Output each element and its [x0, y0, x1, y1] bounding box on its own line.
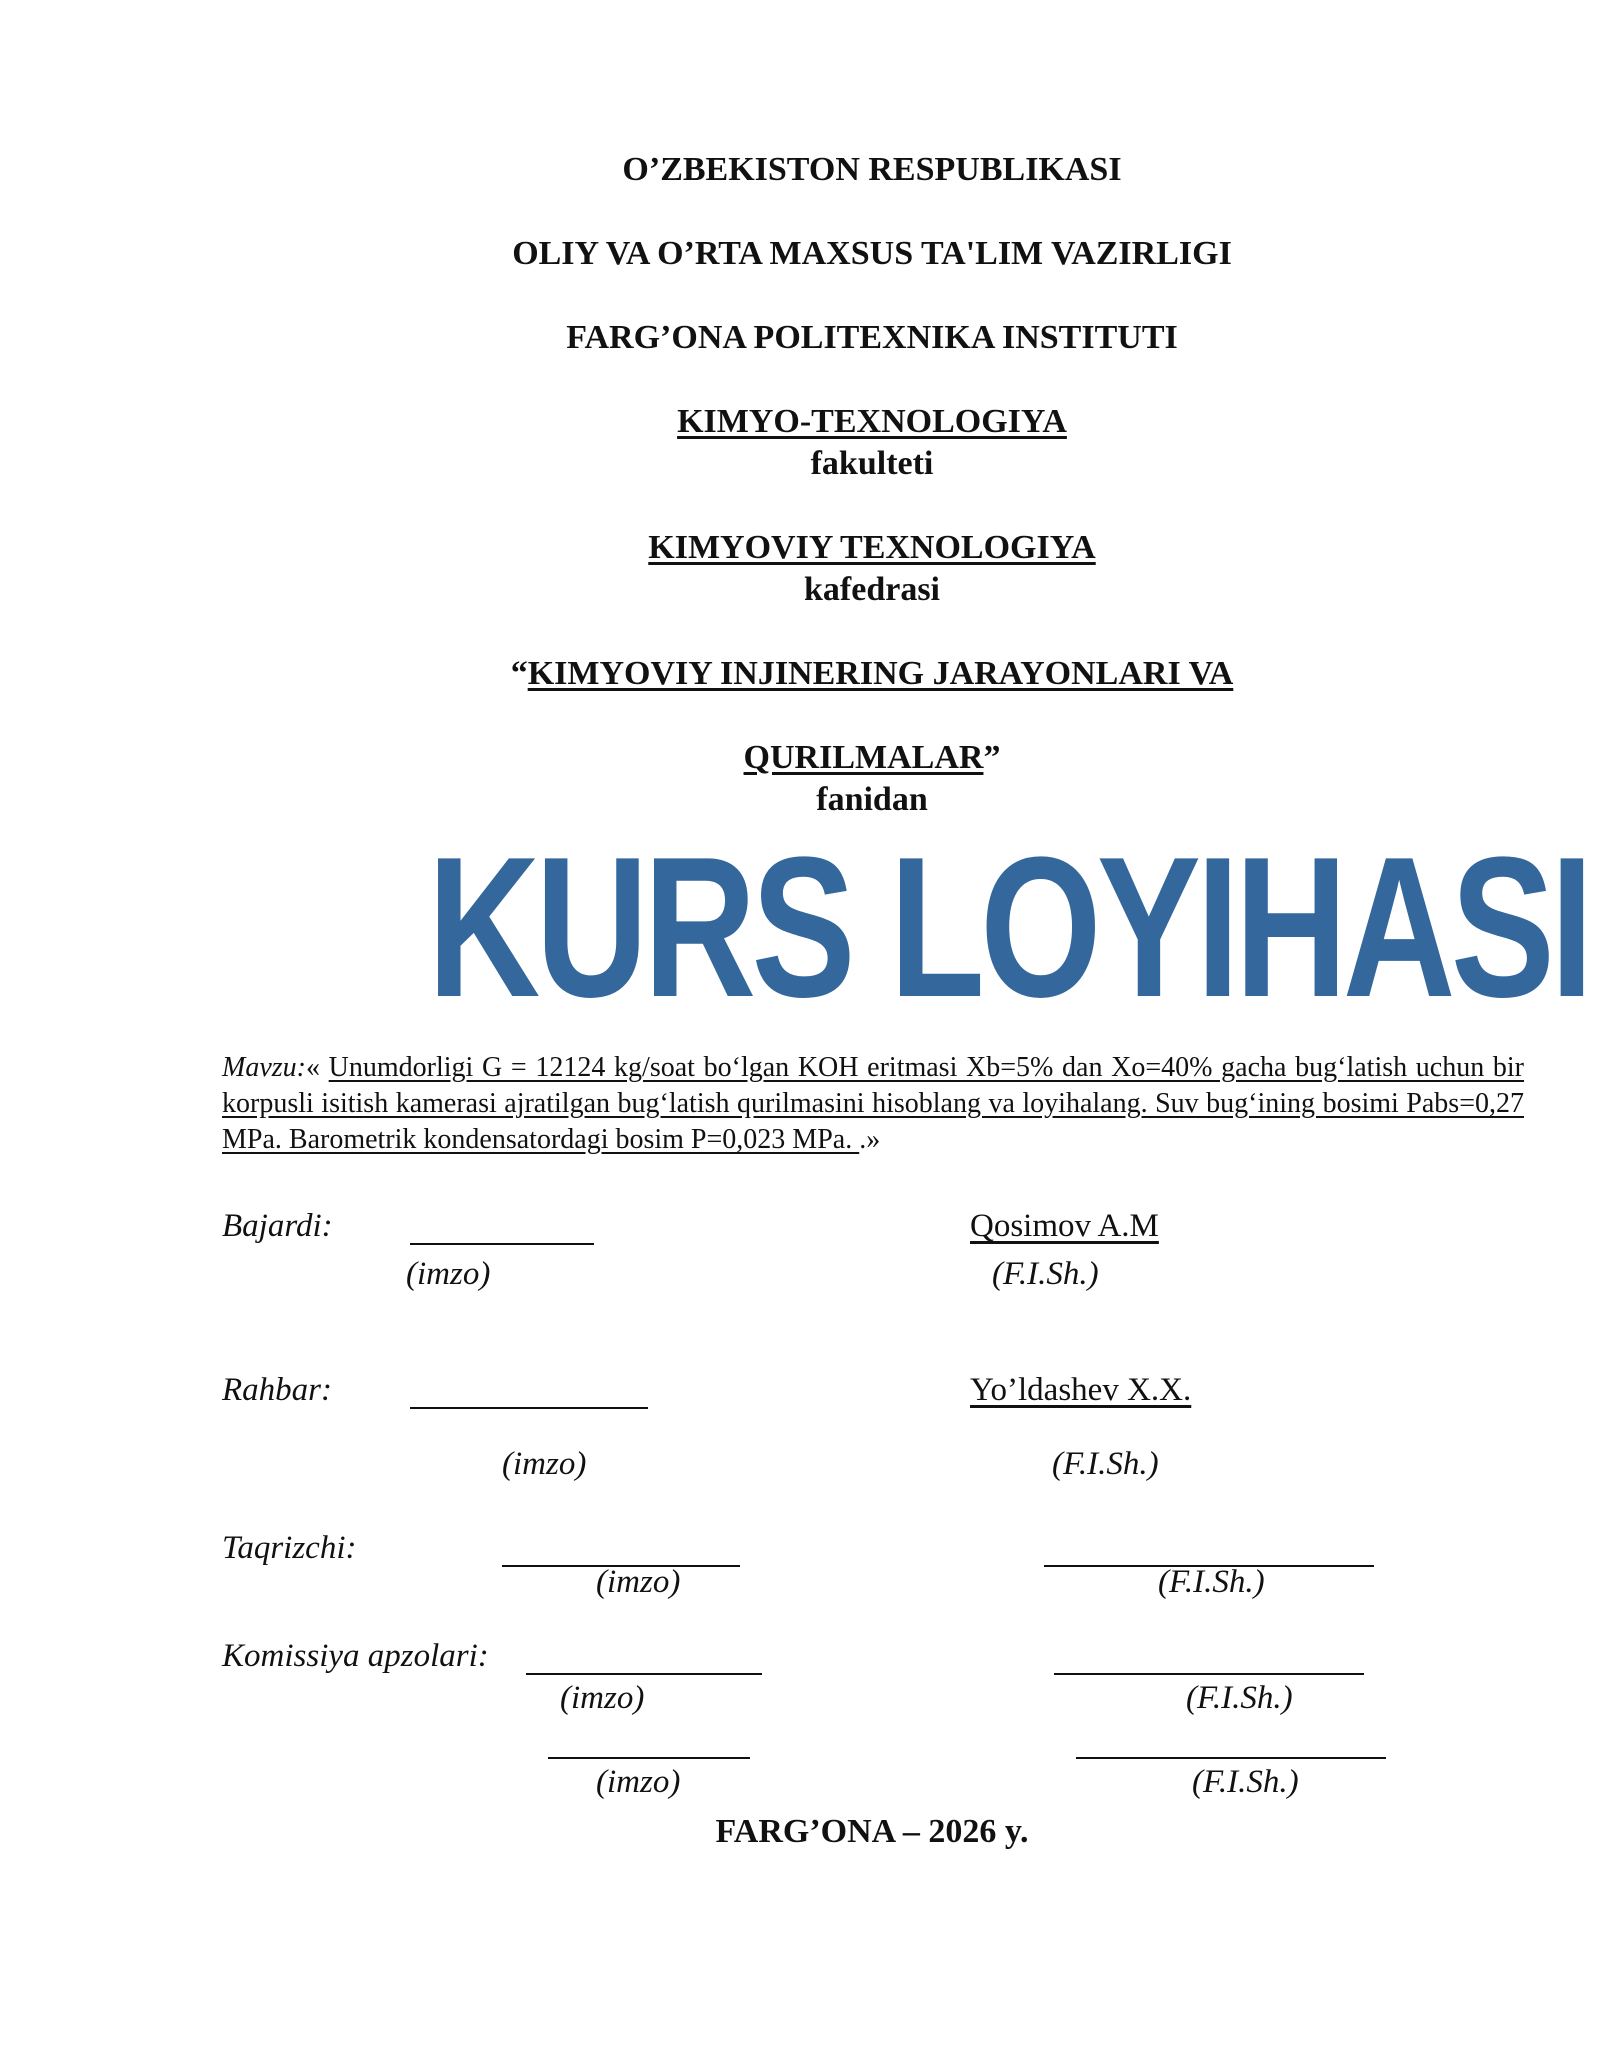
taqrizchi-imzo-caption: (imzo) [596, 1564, 681, 1600]
komissiya-signature-line-2 [548, 1757, 750, 1759]
rahbar-name: Yo’ldashev X.X. [970, 1372, 1192, 1408]
taqrizchi-fish-caption: (F.I.Sh.) [1158, 1564, 1265, 1600]
topic-paragraph [222, 1050, 1524, 1158]
komissiya-imzo-caption-1: (imzo) [560, 1680, 645, 1716]
city-year: FARG’ONA – 2026 y. [715, 1813, 1029, 1850]
department-name [0, 528, 1600, 568]
komissiya-fish-caption-1: (F.I.Sh.) [1186, 1680, 1293, 1716]
rahbar-fish-caption: (F.I.Sh.) [1052, 1446, 1159, 1482]
subject-line-1-text: KIMYOVIY INJINERING JARAYONLARI VA [527, 655, 1234, 692]
subject-suffix: fanidan [816, 781, 928, 818]
republic-heading: O’ZBEKISTON RESPUBLIKASI [622, 151, 1122, 188]
topic-label: Mavzu: [222, 1052, 306, 1083]
institute-heading: FARG’ONA POLITEXNIKA INSTITUTI [566, 319, 1178, 356]
topic-open-quote: « [305, 1052, 329, 1083]
faculty-suffix: fakulteti [810, 445, 934, 482]
subject-line-2 [0, 738, 1600, 778]
faculty-name-text: KIMYO-TEXNOLOGIYA [677, 403, 1067, 440]
rahbar-signature-line [410, 1407, 648, 1409]
department-suffix: kafedrasi [804, 571, 940, 608]
topic-text: Unumdorligi G = 12124 kg/soat bo‘lgan KOH eritmasi Xb=5% dan Xo=40% gacha bug‘latish uchun bir korpusli isitish kamerasi ajratilgan bug‘latish qurilmasini hisoblang va loyihalang. Suv bug‘ining bosimi Pabs=0,27 MPa. Barometrik kondensatordagi bosim P=0,023 MPa. [222, 1052, 1525, 1155]
komissiya-signature-line-1 [526, 1673, 762, 1675]
bajardi-imzo-caption: (imzo) [406, 1256, 491, 1292]
subject-line-1 [0, 654, 1600, 694]
komissiya-fish-caption-2: (F.I.Sh.) [1192, 1764, 1299, 1800]
subject-open-quote: “ [510, 655, 528, 692]
bajardi-signature-line [410, 1243, 594, 1245]
topic-close-quote: .» [859, 1124, 881, 1155]
komissiya-label: Komissiya apzolari: [222, 1638, 489, 1674]
bajardi-label: Bajardi: [222, 1208, 333, 1244]
faculty-name [0, 402, 1600, 442]
bajardi-name: Qosimov A.M [970, 1208, 1159, 1244]
komissiya-name-line-1 [1054, 1673, 1364, 1675]
rahbar-imzo-caption: (imzo) [502, 1446, 587, 1482]
komissiya-name-line-2 [1076, 1757, 1386, 1759]
rahbar-label: Rahbar: [222, 1372, 332, 1408]
subject-close-quote: ” [983, 739, 1001, 776]
taqrizchi-label: Taqrizchi: [222, 1530, 357, 1566]
ministry-heading: OLIY VA O’RTA MAXSUS TA'LIM VAZIRLIGI [512, 235, 1232, 272]
subject-line-2-text: QURILMALAR [743, 739, 984, 776]
bajardi-fish-caption: (F.I.Sh.) [992, 1256, 1099, 1292]
komissiya-imzo-caption-2: (imzo) [596, 1764, 681, 1800]
document-title: KURS LOYIHASI [427, 816, 1589, 1039]
department-name-text: KIMYOVIY TEXNOLOGIYA [648, 529, 1096, 566]
